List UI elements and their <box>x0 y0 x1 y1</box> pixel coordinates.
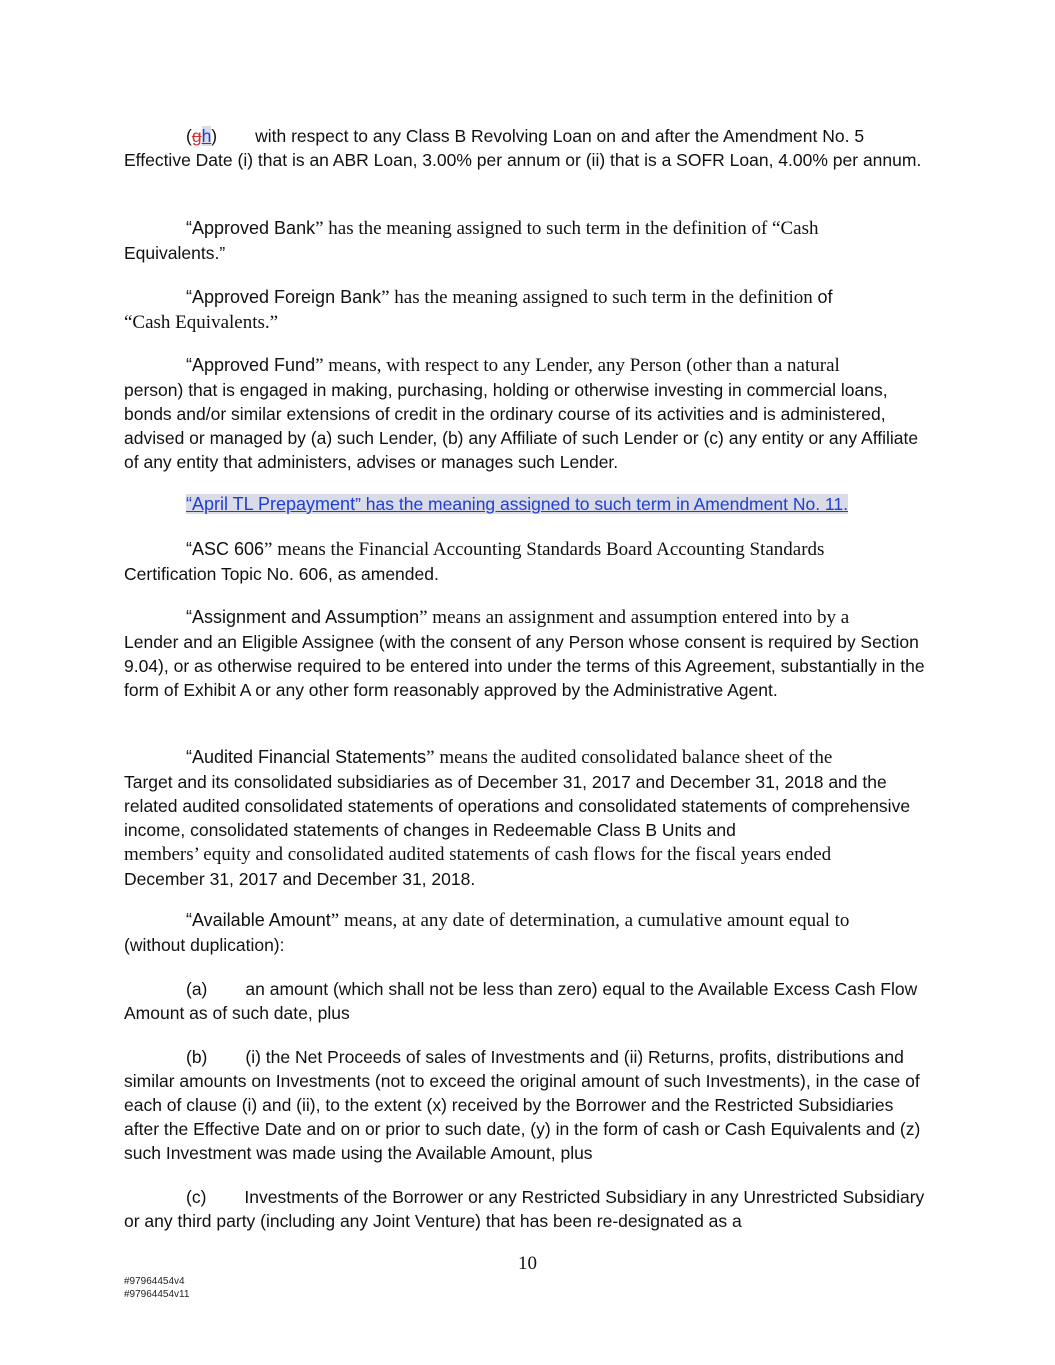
definition-assignment-and-assumption <box>124 605 932 702</box>
clause-c-label: (c) <box>186 1187 207 1207</box>
definition-text-tail: Lender and an Eligible Assignee (with the consent of any Person whose consent is required by Section 9.04), or as otherwise required to be entered into under the terms of this Agreement, substantially in the form of Exhibit A or any other form reasonably approved by the Administrative Agent. <box>124 632 925 700</box>
term-approved-fund: “Approved Fund <box>186 355 316 375</box>
term-approved-bank: “Approved Bank <box>186 218 316 238</box>
clause-b-label: (b) <box>186 1047 208 1067</box>
definition-text: ” means the audited consolidated balance sheet of the <box>426 747 833 768</box>
page-number: 10 <box>518 1253 537 1274</box>
definition-text: ” means an assignment and assumption entered into by a <box>419 607 850 628</box>
definition-text-tail: (without duplication): <box>124 935 285 955</box>
term-audited-financial-statements: “Audited Financial Statements <box>186 747 427 767</box>
definition-approved-fund <box>124 353 932 474</box>
term-available-amount: “Available Amount <box>186 910 331 930</box>
definition-text-tail: “Cash Equivalents.” <box>124 312 279 333</box>
clause-c <box>124 1185 932 1233</box>
clause-h-paragraph <box>124 124 932 172</box>
definition-text-tail: person) that is engaged in making, purchasing, holding or otherwise investing in commercial loans, bonds and/or similar extensions of credit in the ordinary course of its activities and is administered, advised or managed by (a) such Lender, (b) any Affiliate of such Lender or (c) any entity or any Affiliate of any entity that administers, advises or manages such Lender. <box>124 380 919 472</box>
deleted-text: g <box>191 126 202 146</box>
definition-text-mid: Target and its consolidated subsidiaries as of December 31, 2017 and December 31, 2018 and the related audited consolidated statements of operations and consolidated statements of comprehensive income, consolidated statements of changes in Redeemable Class B Units and <box>124 772 911 840</box>
definition-text: ” has the meaning assigned to such term in Amendment No. 11. <box>355 494 848 514</box>
definition-text-tail: Certification Topic No. 606, as amended. <box>124 564 439 584</box>
clause-h-text: with respect to any Class B Revolving Loan on and after the Amendment No. 5 Effective Date (i) that is an ABR Loan, 3.00% per annum or (ii) that is a SOFR Loan, 4.00% per annum. <box>124 126 922 170</box>
definition-audited-financial-statements <box>124 745 932 891</box>
term-approved-foreign-bank: “Approved Foreign Bank <box>186 287 382 307</box>
definition-text: ” has the meaning assigned to such term in the definition of “Cash <box>315 218 819 239</box>
doc-id-old: #97964454v4 <box>124 1276 185 1287</box>
definition-approved-foreign-bank <box>124 285 932 335</box>
definition-text: ” means, at any date of determination, a cumulative amount equal to <box>330 910 850 931</box>
definition-text-tail: December 31, 2017 and December 31, 2018. <box>124 869 476 889</box>
clause-b <box>124 1045 932 1165</box>
inserted-text: h <box>201 126 212 146</box>
definition-text: ” has the meaning assigned to such term in the definition <box>381 287 818 308</box>
definition-text-tail: Equivalents.” <box>124 243 226 263</box>
definition-text: ” means, with respect to any Lender, any Person (other than a natural <box>315 355 840 376</box>
clause-a-text: an amount (which shall not be less than zero) equal to the Available Excess Cash Flow Amount as of such date, plus <box>124 979 918 1023</box>
clause-b-text: (i) the Net Proceeds of sales of Investments and (ii) Returns, profits, distributions and similar amounts on Investments (not to exceed the original amount of such Investments), in the case of each of clause (i) and (ii), to the extent (x) received by the Borrower and the Restricted Subsidiaries after the Effective Date and on or prior to such date, (y) in the form of cash or Cash Equivalents and (z) such Investment was made using the Available Amount, plus <box>124 1047 921 1163</box>
definition-available-amount <box>124 908 932 957</box>
clause-a <box>124 977 932 1025</box>
definition-asc-606 <box>124 537 932 586</box>
definition-approved-bank <box>124 216 932 265</box>
definition-text: ” means the Financial Accounting Standards Board Accounting Standards <box>264 539 825 560</box>
definition-text-serif: members’ equity and consolidated audited statements of cash flows for the fiscal years ended <box>124 844 832 865</box>
paren-open: ( <box>186 126 192 146</box>
definition-april-tl-prepayment <box>124 492 932 516</box>
term-assignment-and-assumption: “Assignment and Assumption <box>186 607 420 627</box>
paren-close: ) <box>211 126 218 146</box>
term-asc-606: “ASC 606 <box>186 539 265 559</box>
definition-text-of: of <box>817 287 833 307</box>
term-april-tl-prepayment: “April TL Prepayment <box>186 494 356 514</box>
clause-a-label: (a) <box>186 979 208 999</box>
doc-id-new: #97964454v11 <box>124 1289 190 1300</box>
clause-c-text: Investments of the Borrower or any Restricted Subsidiary in any Unrestricted Subsidiary or any third party (including any Joint Venture) that has been re-designated as a <box>124 1187 925 1231</box>
